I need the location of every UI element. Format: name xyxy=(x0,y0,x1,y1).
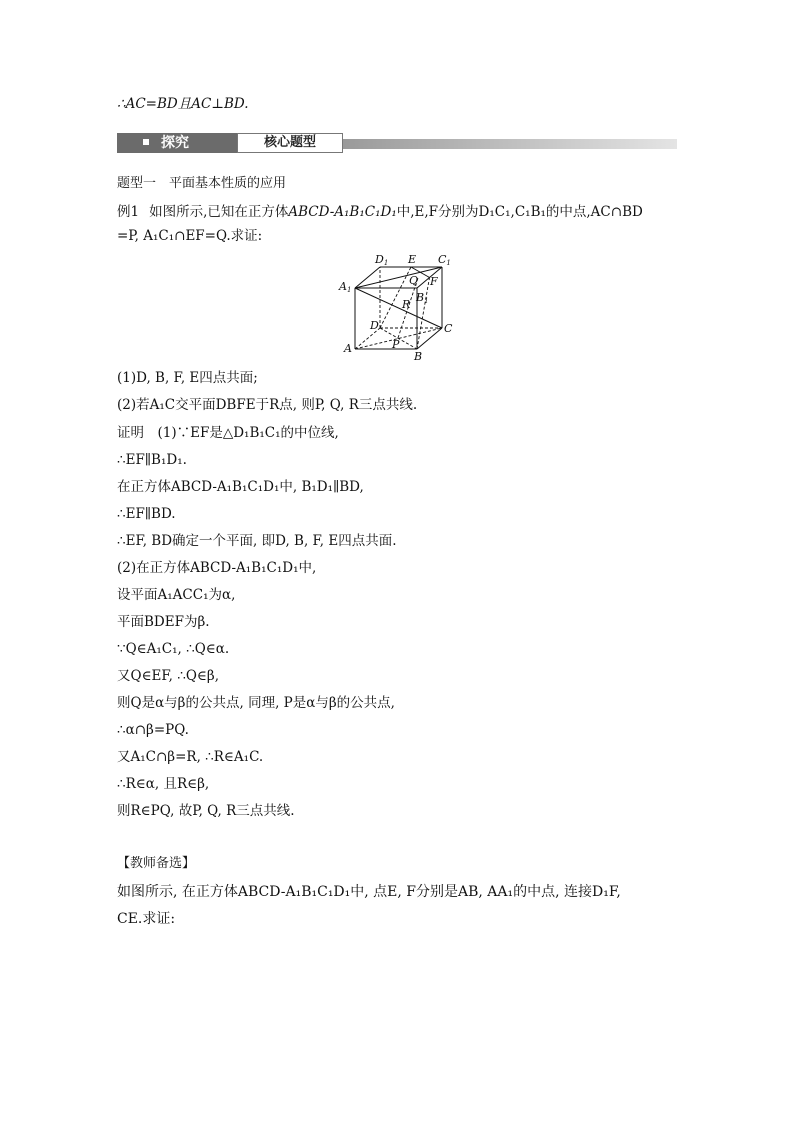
label-Q: Q xyxy=(409,274,419,287)
label-F: F xyxy=(430,275,438,288)
banner-gradient xyxy=(343,139,677,149)
label-C1: C1 xyxy=(438,253,451,267)
proof-line-7: 设平面A₁ACC₁为α, xyxy=(117,587,236,603)
proof-line-8: 平面BDEF为β. xyxy=(117,614,210,630)
proof-line-9: ∵Q∈A₁C₁, ∴Q∈α. xyxy=(117,641,230,657)
example-label: 例1 xyxy=(117,204,140,220)
proof-line-4: ∴EF∥BD. xyxy=(117,506,176,522)
proof-line-6: (2)在正方体ABCD-A₁B₁C₁D₁中, xyxy=(117,560,317,576)
question-2: (2)若A₁C交平面DBFE于R点, 则P, Q, R三点共线. xyxy=(117,397,418,413)
label-B: B xyxy=(414,350,423,363)
proof-line-14: ∴R∈α, 且R∈β, xyxy=(117,776,210,792)
teacher-line-1: 如图所示, 在正方体ABCD-A₁B₁C₁D₁中, 点E, F分别是AB, AA₁的中点, 连接D₁F, xyxy=(117,884,621,900)
square-bullet-icon xyxy=(143,139,149,145)
label-B1: B1 xyxy=(416,291,429,305)
conclusion-line: ∴AC=BD且AC⊥BD. xyxy=(117,96,249,112)
proof-line-11: 则Q是α与β的公共点, 同理, P是α与β的公共点, xyxy=(117,695,395,711)
cube-figure xyxy=(330,252,470,364)
teacher-tag: 【教师备选】 xyxy=(117,856,196,871)
banner-core-type: 核心题型 xyxy=(237,133,343,153)
question-1: (1)D, B, F, E四点共面; xyxy=(117,370,258,386)
label-D: D xyxy=(370,319,379,332)
label-E: E xyxy=(408,253,417,266)
banner-explore: 探究 xyxy=(117,133,237,153)
label-D1: D1 xyxy=(375,253,389,267)
example-line-2: =P, A₁C₁∩EF=Q.求证: xyxy=(117,228,263,244)
example-line-1: 例1 如图所示,已知在正方体ABCD-A₁B₁C₁D₁中,E,F分别为D₁C₁,C₁B₁的中点,AC∩BD xyxy=(117,204,643,220)
proof-line-1: 证明 (1)∵EF是△D₁B₁C₁的中位线, xyxy=(117,425,339,441)
label-P: P xyxy=(392,338,400,351)
label-R: R xyxy=(402,298,411,311)
proof-line-5: ∴EF, BD确定一个平面, 即D, B, F, E四点共面. xyxy=(117,533,397,549)
section-banner xyxy=(117,133,677,155)
label-A: A xyxy=(344,342,352,355)
proof-line-10: 又Q∈EF, ∴Q∈β, xyxy=(117,668,220,684)
proof-line-12: ∴α∩β=PQ. xyxy=(117,722,189,738)
proof-line-13: 又A₁C∩β=R, ∴R∈A₁C. xyxy=(117,749,264,765)
proof-line-15: 则R∈PQ, 故P, Q, R三点共线. xyxy=(117,803,295,819)
proof-line-3: 在正方体ABCD-A₁B₁C₁D₁中, B₁D₁∥BD, xyxy=(117,479,364,495)
label-C: C xyxy=(444,322,453,335)
teacher-line-2: CE.求证: xyxy=(117,911,176,927)
section-title: 题型一 平面基本性质的应用 xyxy=(117,176,287,191)
proof-line-2: ∴EF∥B₁D₁. xyxy=(117,452,187,468)
label-A1: A1 xyxy=(339,280,352,294)
